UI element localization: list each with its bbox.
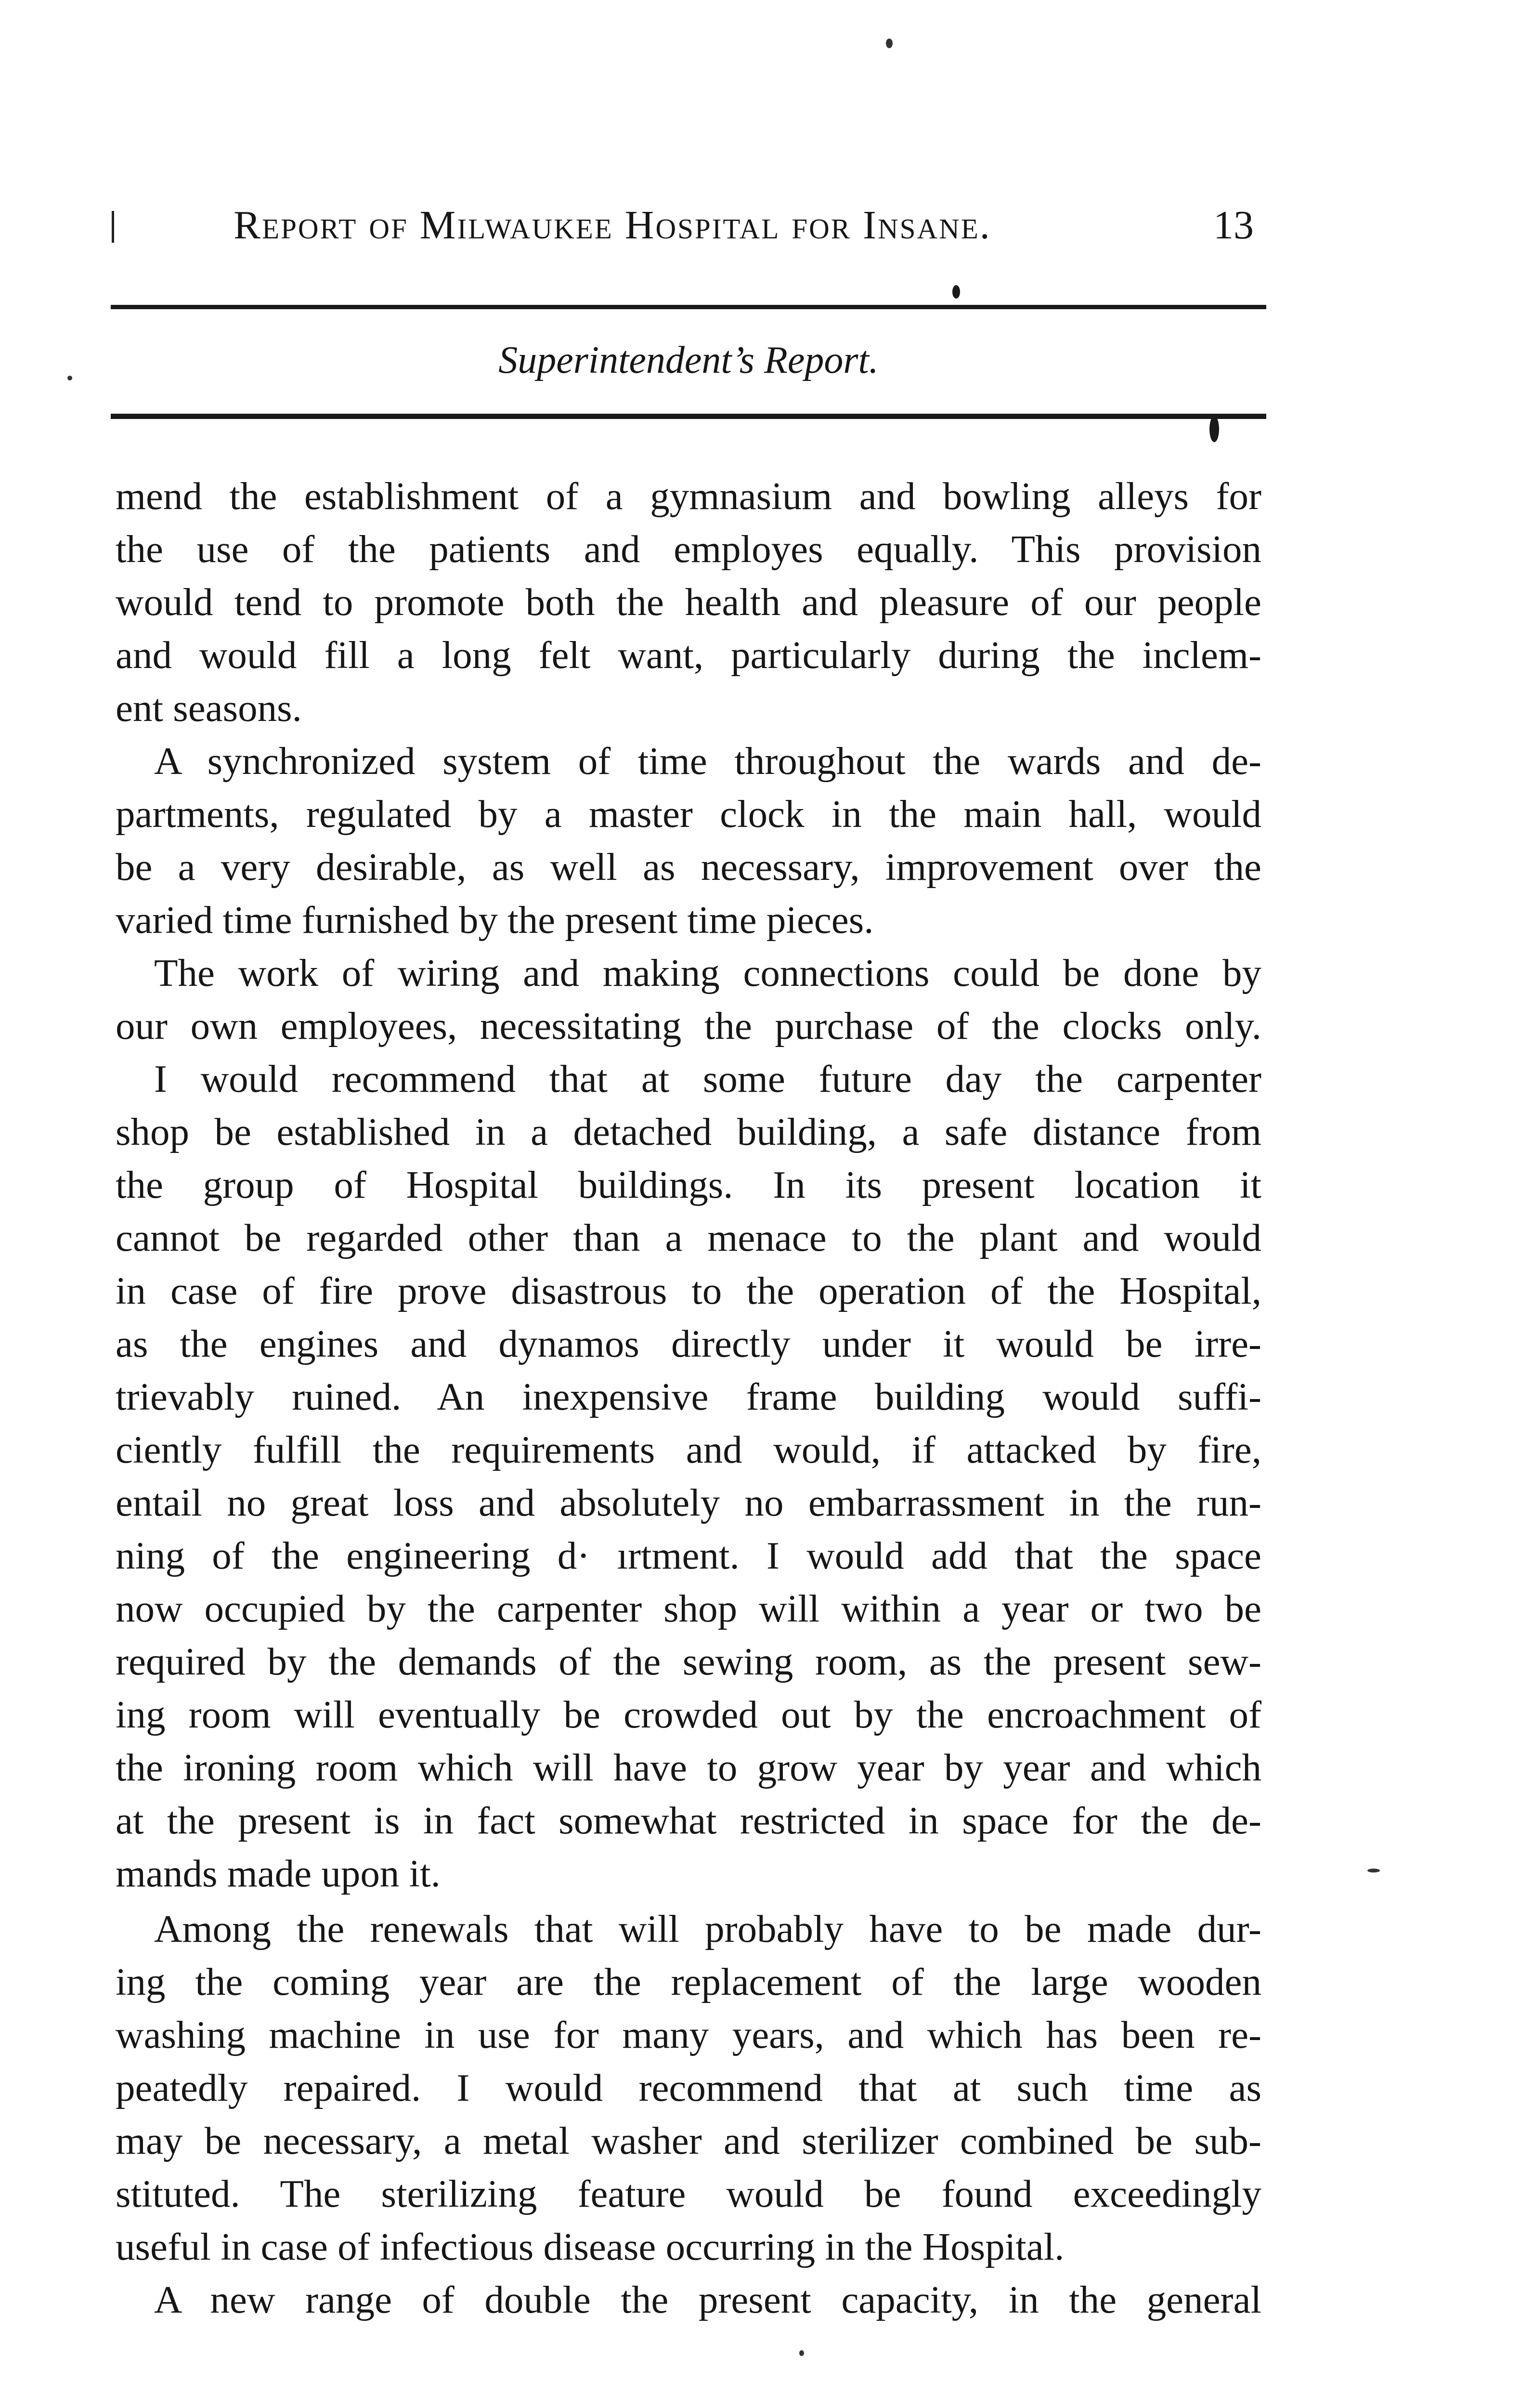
text-line: now occupied by the carpenter shop will within a year or two be <box>116 1587 1261 1630</box>
text-line: may be necessary, a metal washer and sterilizer combined be sub- <box>116 2119 1261 2162</box>
scan-speck <box>886 39 893 48</box>
scan-speck <box>799 2350 804 2356</box>
text-line: shop be established in a detached building, a safe distance from <box>116 1110 1261 1153</box>
text-line: ciently fulfill the requirements and would, if attacked by fire, <box>116 1428 1261 1471</box>
rule-ornament-dot <box>1209 416 1219 442</box>
text-line: cannot be regarded other than a menace to the plant and would <box>116 1216 1261 1259</box>
text-line: in case of fire prove disastrous to the operation of the Hospital, <box>116 1269 1261 1312</box>
text-line: useful in case of infectious disease occurring in the Hospital. <box>116 2225 1065 2268</box>
page-number: 13 <box>1213 203 1254 248</box>
text-line: washing machine in use for many years, and which has been re- <box>116 2013 1261 2056</box>
text-line: The work of wiring and making connections could be done by <box>154 951 1261 995</box>
text-line: would tend to promote both the health and pleasure of our people <box>116 580 1261 624</box>
header-rule-bottom <box>111 414 1266 419</box>
text-line: ent seasons. <box>116 686 302 730</box>
text-line: mands made upon it. <box>116 1852 441 1895</box>
margin-mark <box>112 211 114 243</box>
text-line: as the engines and dynamos directly under it would be irre- <box>116 1322 1261 1365</box>
scan-speck <box>67 376 72 380</box>
text-line: ing room will eventually be crowded out by the encroachment of <box>116 1693 1261 1736</box>
text-line: stituted. The sterilizing feature would be found exceedingly <box>116 2172 1261 2215</box>
running-title: Report of Milwaukee Hospital for Insane. <box>234 203 991 248</box>
text-line: our own employees, necessitating the purchase of the clocks only. <box>116 1004 1261 1047</box>
text-line: and would fill a long felt want, particularly during the inclem- <box>116 633 1261 677</box>
text-line: required by the demands of the sewing room, as the present sew- <box>116 1640 1261 1683</box>
text-line: at the present is in fact somewhat restricted in space for the de- <box>116 1799 1261 1842</box>
text-line: I would recommend that at some future day the carpenter <box>154 1057 1261 1100</box>
rule-ornament-dot <box>952 285 960 299</box>
text-line: A synchronized system of time throughout the wards and de- <box>154 739 1261 783</box>
text-line: be a very desirable, as well as necessary, improvement over the <box>116 845 1261 889</box>
text-line: trievably ruined. An inexpensive frame building would suffi- <box>116 1375 1261 1418</box>
text-line: peatedly repaired. I would recommend that at such time as <box>116 2066 1261 2109</box>
text-line: the group of Hospital buildings. In its present location it <box>116 1163 1261 1206</box>
text-line: ning of the engineering d· ırtment. I would add that the space <box>116 1534 1261 1577</box>
text-line: partments, regulated by a master clock in the main hall, would <box>116 792 1261 836</box>
text-line: Among the renewals that will probably have to be made dur- <box>154 1907 1261 1950</box>
section-heading: Superintendent’s Report. <box>498 339 879 381</box>
scan-speck <box>1367 1869 1380 1872</box>
text-line: the use of the patients and employes equally. This provision <box>116 527 1261 571</box>
text-line: entail no great loss and absolutely no embarrassment in the run- <box>116 1481 1261 1524</box>
text-line: ing the coming year are the replacement of the large wooden <box>116 1960 1261 2003</box>
header-rule-top <box>111 305 1266 309</box>
text-line: the ironing room which will have to grow year by year and which <box>116 1746 1261 1789</box>
text-line: varied time furnished by the present time pieces. <box>116 898 874 942</box>
text-line: mend the establishment of a gymnasium and bowling alleys for <box>116 474 1261 518</box>
text-line: A new range of double the present capacity, in the general <box>154 2278 1261 2321</box>
